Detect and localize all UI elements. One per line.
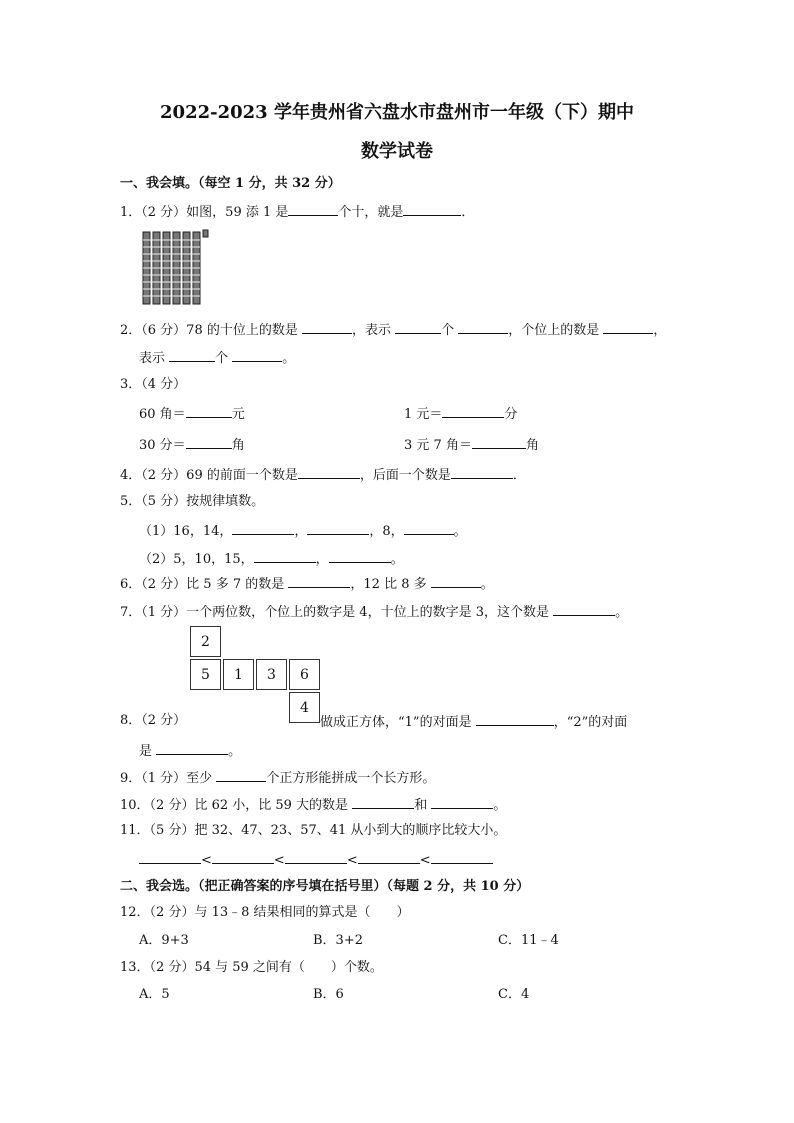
q1-text-c: ． <box>461 205 475 220</box>
q3-blank-2[interactable] <box>442 405 504 418</box>
q11-blank-1[interactable] <box>139 851 201 864</box>
question-11: 11．（5 分）把 32、47、23、57、41 从小到大的顺序比较大小。 <box>120 823 507 838</box>
q2-text-f: 表示 <box>139 351 170 366</box>
q9-text-a: 9．（1 分）至少 <box>120 771 217 786</box>
less-than-sign: < <box>273 853 285 868</box>
q3-row2-right <box>404 436 539 454</box>
q13-option-c[interactable]: C．4 <box>498 987 530 1002</box>
q10-blank-2[interactable] <box>431 796 493 809</box>
q13-option-a[interactable]: A．5 <box>139 987 170 1002</box>
q2-blank-3[interactable] <box>458 321 508 334</box>
q2-text-a: 2．（6 分）78 的十位上的数是 <box>120 323 302 338</box>
question-2 <box>120 321 666 339</box>
question-6 <box>120 575 494 593</box>
q3-label: 3 元 7 角＝ <box>404 438 472 453</box>
q10-blank-1[interactable] <box>352 796 414 809</box>
q5-s1-text: ，8， <box>369 524 404 539</box>
question-8 <box>320 713 627 731</box>
less-than-sign: < <box>419 853 431 868</box>
section1-heading: 一、我会填。（每空 1 分，共 32 分） <box>120 176 341 191</box>
q8-text-c: ，“2”的对面 <box>553 715 628 730</box>
q3-label: 1 元＝ <box>404 407 443 422</box>
q11-blank-3[interactable] <box>285 851 347 864</box>
question-12: 12．（2 分）与 13﹣8 结果相同的算式是（ ） <box>120 905 410 920</box>
q6-text-c: 。 <box>480 577 494 592</box>
q5-blank-4[interactable] <box>254 550 316 563</box>
net-cell: 6 <box>289 659 320 690</box>
q4-text-c: ． <box>512 468 526 483</box>
q2-text-c: 个 <box>441 323 459 338</box>
q7-text-b: 。 <box>615 605 629 620</box>
q1-blank-1[interactable] <box>288 203 338 216</box>
question-4 <box>120 466 526 484</box>
q9-text-b: 个正方形能拼成一个长方形。 <box>266 771 436 786</box>
q3-blank-4[interactable] <box>472 436 526 449</box>
q7-blank-1[interactable] <box>553 603 615 616</box>
q6-blank-1[interactable] <box>288 575 350 588</box>
q12-option-a[interactable]: A．9+3 <box>139 933 189 948</box>
q12-option-b[interactable]: B．3+2 <box>313 933 363 948</box>
section2-heading: 二、我会选。（把正确答案的序号填在括号里）（每题 2 分，共 10 分） <box>120 879 530 894</box>
q8-text-d: 是 <box>139 744 157 759</box>
q4-text-b: ，后面一个数是 <box>359 468 451 483</box>
q2-blank-1[interactable] <box>302 321 352 334</box>
q5-blank-2[interactable] <box>307 522 369 535</box>
q2-text-e: ， <box>653 323 667 338</box>
q3-label: 60 角＝ <box>139 407 186 422</box>
less-than-sign: < <box>201 853 212 868</box>
q1-text-b: 个十，就是 <box>338 205 404 220</box>
question-13: 13．（2 分）54 与 59 之间有（ ）个数。 <box>120 960 383 975</box>
less-than-sign: < <box>346 853 358 868</box>
q2-text-h: 。 <box>282 351 296 366</box>
net-cell: 1 <box>223 659 254 690</box>
question-10 <box>120 796 506 814</box>
exam-title-line1: 2022-2023 学年贵州省六盘水市盘州市一年级（下）期中 <box>160 102 634 123</box>
counting-rods-figure <box>141 228 213 306</box>
exam-title-line2: 数学试卷 <box>361 141 433 162</box>
question-3-head: 3．（4 分） <box>120 377 187 392</box>
net-cell: 5 <box>190 659 221 690</box>
q8-blank-2[interactable] <box>156 742 228 755</box>
q5-s2-text: （2）5，10，15， <box>139 552 254 567</box>
q2-text-g: 个 <box>215 351 233 366</box>
net-cell: 4 <box>289 692 320 723</box>
q3-row1-left <box>139 405 245 423</box>
q3-row2-left <box>139 436 245 454</box>
q5-sub-1 <box>139 522 467 540</box>
q12-option-c[interactable]: C．11﹣4 <box>498 933 559 948</box>
q2-blank-4[interactable] <box>603 321 653 334</box>
q5-sub-2 <box>139 550 404 568</box>
question-5-head: 5．（5 分）按规律填数。 <box>120 494 265 509</box>
q4-blank-1[interactable] <box>298 466 360 479</box>
q1-blank-2[interactable] <box>403 203 461 216</box>
q2-text-d: ，个位上的数是 <box>508 323 604 338</box>
question-9 <box>120 769 435 787</box>
q7-text-a: 7．（1 分）一个两位数，个位上的数字是 4，十位上的数字是 3，这个数是 <box>120 605 554 620</box>
q10-text-c: 。 <box>493 798 507 813</box>
q5-blank-5[interactable] <box>329 550 391 563</box>
q3-blank-1[interactable] <box>186 405 232 418</box>
q6-blank-2[interactable] <box>431 575 481 588</box>
q8-blank-1[interactable] <box>476 713 554 726</box>
q3-label: 30 分＝ <box>139 438 186 453</box>
q11-blank-5[interactable] <box>431 851 493 864</box>
question-8-label: 8．（2 分） <box>120 713 187 728</box>
q11-blank-2[interactable] <box>212 851 274 864</box>
net-cell: 2 <box>190 626 221 657</box>
q5-s1-text: （1）16，14， <box>139 524 233 539</box>
q13-option-b[interactable]: B．6 <box>313 987 344 1002</box>
q6-text-a: 6．（2 分）比 5 多 7 的数是 <box>120 577 289 592</box>
q3-blank-3[interactable] <box>186 436 232 449</box>
q3-unit: 角 <box>231 438 245 453</box>
q5-blank-1[interactable] <box>232 522 294 535</box>
q5-s2-end: 。 <box>390 552 404 567</box>
q5-s1-comma: ， <box>294 524 308 539</box>
q10-text-a: 10．（2 分）比 62 小，比 59 大的数是 <box>120 798 353 813</box>
q5-s2-comma: ， <box>315 552 329 567</box>
q3-row1-right <box>404 405 517 423</box>
net-cell: 3 <box>256 659 287 690</box>
q10-text-b: 和 <box>414 798 432 813</box>
q3-unit: 角 <box>525 438 539 453</box>
unit-cube <box>203 230 208 237</box>
q2-blank-6[interactable] <box>232 349 282 362</box>
q2-blank-5[interactable] <box>169 349 215 362</box>
q5-blank-3[interactable] <box>404 522 454 535</box>
q3-unit: 分 <box>504 407 518 422</box>
q6-text-b: ，12 比 8 多 <box>350 577 431 592</box>
q4-text-a: 4．（2 分）69 的前面一个数是 <box>120 468 298 483</box>
q5-s1-end: 。 <box>453 524 467 539</box>
q11-blank-4[interactable] <box>358 851 420 864</box>
q3-unit: 元 <box>231 407 245 422</box>
q2-blank-2[interactable] <box>395 321 441 334</box>
q11-order-row <box>139 851 493 869</box>
question-8-cont <box>139 742 241 760</box>
q8-text-b: 做成正方体，“1”的对面是 <box>320 715 476 730</box>
q8-text-e: 。 <box>228 744 242 759</box>
question-1 <box>120 203 474 221</box>
q4-blank-2[interactable] <box>451 466 513 479</box>
q2-text-b: ，表示 <box>351 323 396 338</box>
question-7 <box>120 603 628 621</box>
q1-text-a: 1．（2 分）如图，59 添 1 是 <box>120 205 289 220</box>
question-2-cont <box>139 349 295 367</box>
q9-blank-1[interactable] <box>216 769 266 782</box>
